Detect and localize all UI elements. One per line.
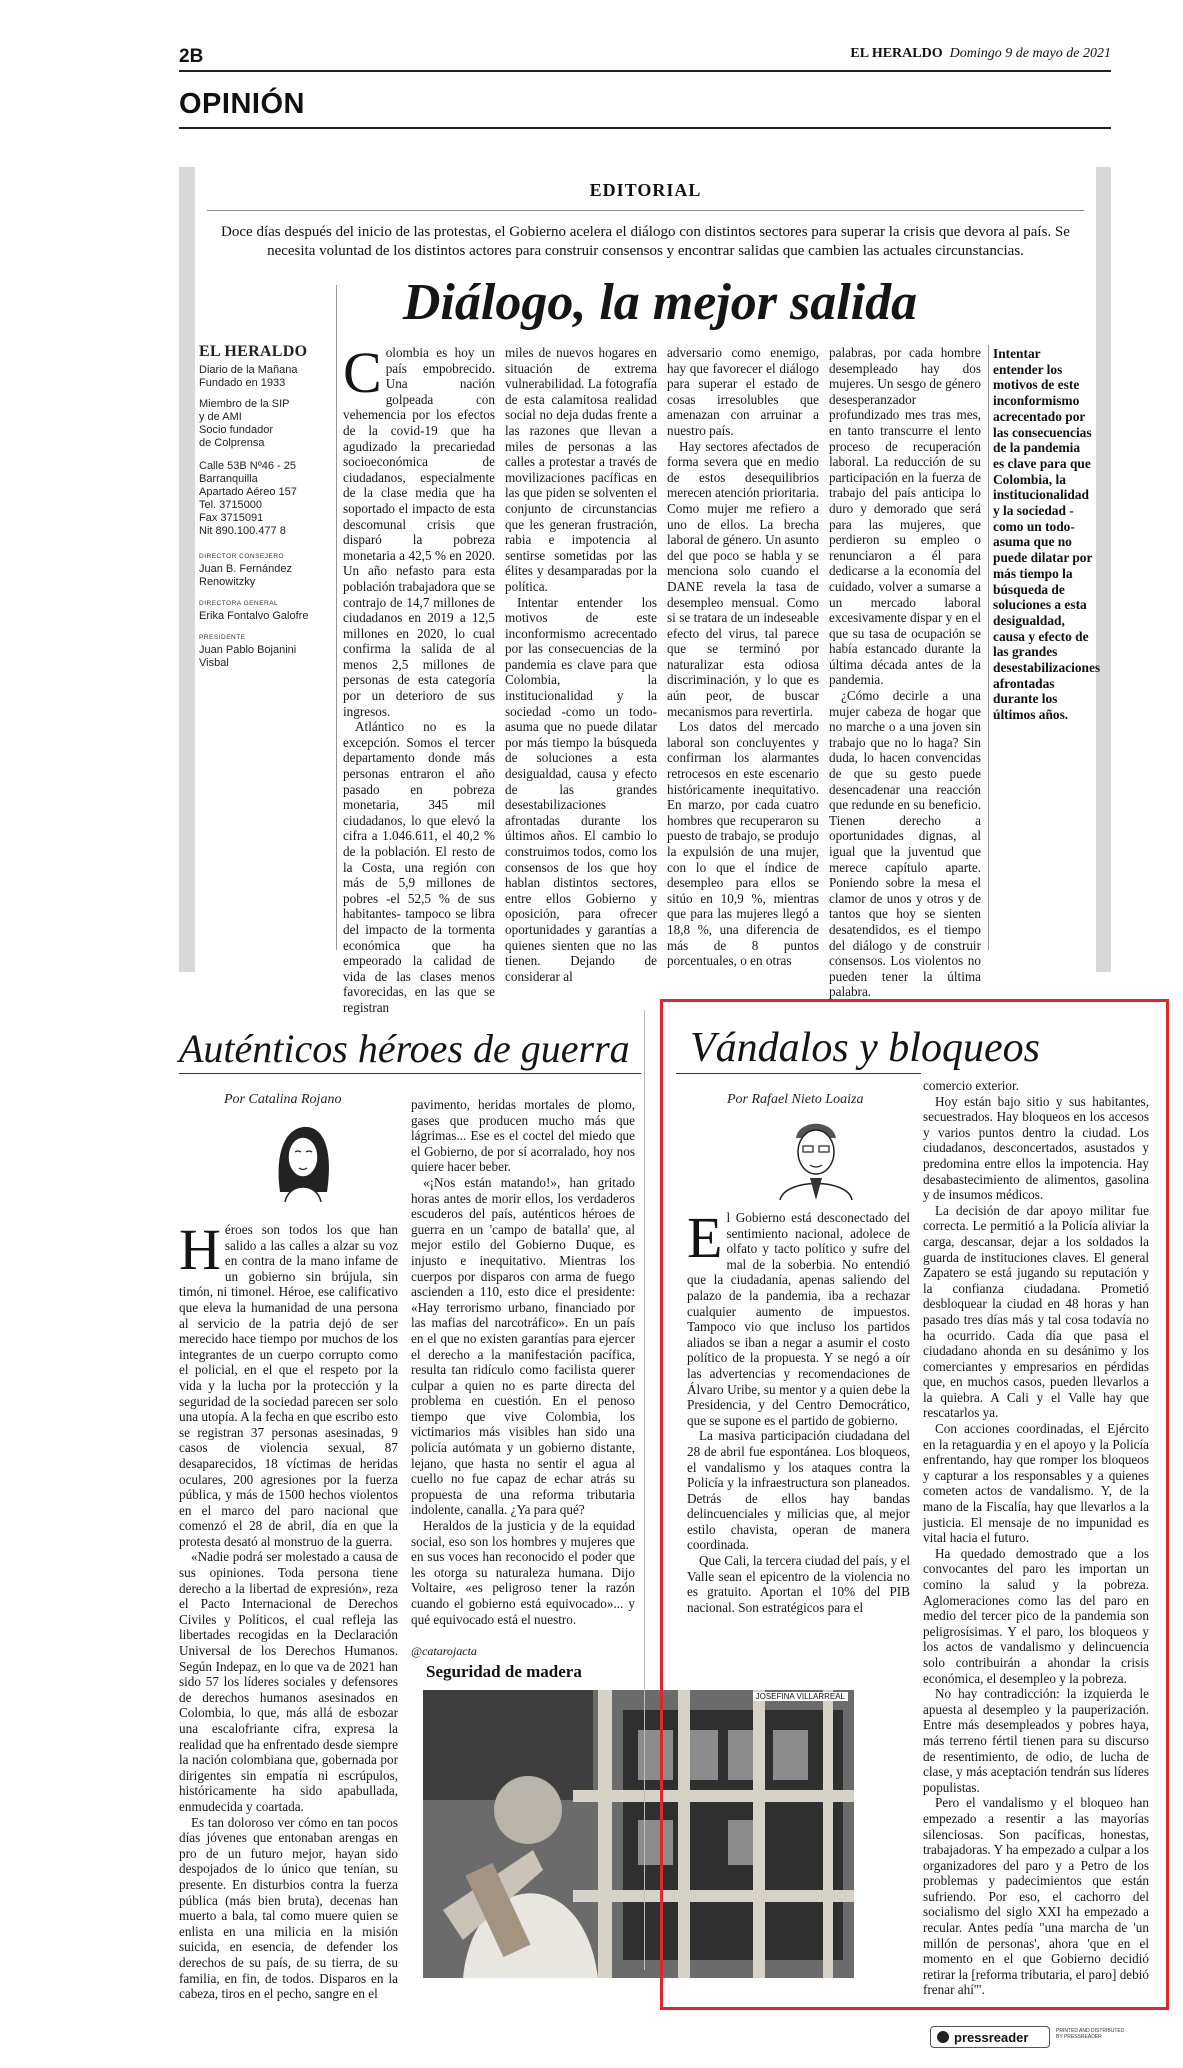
section-rule (179, 127, 1111, 129)
issue-date: Domingo 9 de mayo de 2021 (949, 46, 1111, 61)
paragraph: «Nadie podrá ser molestado a causa de sus opiniones. Toda persona tiene derecho a la libertad de expresión», reza el Pacto Internacional de Derechos Civiles y Políticos, el cual refleja las libertades recogidas en la Declaración Universal de los Derechos Humanos. Según Indepaz, en lo que va de 2021 han sido 57 los líderes sociales y defensores de derechos humanos asesinados en Colombia, lo que, más allá de esbozar una escalofriante cifra, expresa la realidad que ha enfrentado desde siempre la nación colombiana que, gobernada por dirigentes sin empatía ni escrúpulos, históricamente ha sido apabullada, enmudecida y coartada. (179, 1549, 398, 1814)
editorial-column-1 (343, 340, 495, 1015)
staff-tagline-2: Fundado en 1933 (199, 377, 286, 389)
paragraph: Pero el vandalismo y el bloqueo han empezado a resentir a las mayorías silenciosas. Son pacíficas, honestas, trabajadoras. Y ha empezado a culpar a los organizadores del paro y a Petro de los problemas y padecimientos que están sufriendo. Por eso, el cachorro del socialismo del siglo XXI ha empezado a recular. Antes pedía "una marcha de 'un millón de personas', ahora 'que en el momento en el que Gobierno decidió retirar la [reforma tributaria, el paro] debió frenar ahí'". (923, 1795, 1149, 1998)
paragraph: pavimento, heridas mortales de plomo, gases que producen mucho más que lágrimas... Ese es el coctel del miedo que el Gobierno, de por sí acorralado, hoy nos quiere hacer beber. (411, 1097, 635, 1175)
paragraph: ¿Cómo decirle a una mujer cabeza de hogar que no marche o a una joven sin trabajo que no lo haga? Sin duda, lo hacen convencidas de que su gesto puede desencadenar una reacción que redunde en su beneficio. Tienen derecho a oportunidades dignas, al igual que la juventud que merece capítulo aparte. Poniendo sobre la mesa el clamor de unos y otros y de tantos que hoy se sienten desatendidos, es el tiempo del diálogo y de construir consensos. Los violentos no pueden tener la última palabra. (829, 688, 981, 1000)
staff-address-2: Barranquilla (199, 473, 258, 485)
staff-director-label: DIRECTOR CONSEJERO (199, 553, 285, 560)
paper-name: EL HERALDO (850, 46, 943, 61)
photo-credit: JOSEFINA VILLARREAL (753, 1692, 848, 1701)
editorial-pullquote: Intentar entender los motivos de este inconformismo acrecentado por las consecuencias de la pandemia es clave para que Colombia, la institucionalidad y la sociedad -como un todo- asuma que no puede dilatar por más tiempo la búsqueda de soluciones a esta desigualdad, causa y efecto de las grandes desestabilizaciones afrontadas durante los últimos años. (993, 346, 1101, 723)
staff-address-4: Tel. 3715000 (199, 499, 262, 511)
right-headline-rule (676, 1073, 921, 1074)
pressreader-brand: pressreader (954, 2029, 1029, 2045)
editorial-label-rule (207, 210, 1084, 211)
paragraph: Es tan doloroso ver cómo en tan pocos días jóvenes que entonaban arengas en pro de un futuro mejor, hayan sido despojados de lo único que tenían, su presente. En disturbios contra la fuerza pública (más bien bruta), decenas han muerto a bala, tal como muere quien se enlista en una milicia en la misión suicida, en esencia, de defender los derechos de su país, de su tierra, de su familia, en fin, de todos. Disparos en la cabeza, tiros en el pecho, sangre en el (179, 1814, 398, 2002)
right-column-body-1 (687, 1205, 910, 1615)
page-number: 2B (179, 46, 204, 67)
staff-directora-label: DIRECTORA GENERAL (199, 600, 279, 607)
column-divider (644, 1010, 645, 1970)
paragraph: Intentar entender los motivos de este inconformismo acrecentado por las consecuencias de la pandemia es clave para que Colombia, la institucionalidad y la sociedad -como un todo- asuma que no puede dilatar por más tiempo la búsqueda de soluciones a esta desigualdad, causa y efecto de las grandes desestabilizaciones afrontadas durante los últimos años. El cambio lo construimos todos, como los consensos de los que hoy hablan distintos sectores, entre ellos Gobierno y oposición, para ofrecer oportunidades y garantías a quienes sienten que no las tienen. Dejando de considerar al (505, 594, 657, 984)
editorial-column-2 (505, 345, 657, 984)
left-column-body-1 (179, 1217, 398, 2002)
paragraph: La decisión de dar apoyo militar fue correcta. Le permitió a la Policía aliviar la carga, descansar, dejar a los soldados la guarda de instituciones claves. El general Zapatero se está jugando su reputación y la confianza ciudadana. Prometió desbloquear la ciudad en 48 horas y han pasado tres días más y tal cosa todavía no ha ocurrido. Cada día que pasa el ciudadano ahonda en su desánimo y los comerciantes y empresarios en pérdidas que, en muchos casos, pueden llevarlos a la quiebra. A Cali y el Valle hay que rescatarlos ya. (923, 1202, 1149, 1421)
paragraph: El Gobierno está desconectado del sentimiento nacional, adolece de olfato y tacto político y sufre del mal de la soberbia. No entendió que la ciudadanía, apenas saliendo del palazo de la pandemia, iba a rechazar cualquier aumento de impuestos. Tampoco vio que incluso los partidos aliados se iban a negar a asumir el costo político de la propuesta. Y se negó a oír las advertencias y recomendaciones de Álvaro Uribe, su mentor y a quien debe la Presidencia, y del Centro Democrático, que se supone es el partido de gobierno. (687, 1205, 910, 1428)
staff-directora: Erika Fontalvo Galofre (199, 610, 309, 622)
drop-cap: H (179, 1217, 221, 1282)
paragraph: Los datos del mercado laboral son concluyentes y confirman los alarmantes retrocesos en este escenario históricamente inequitativo. En marzo, por cada cuatro hombres que recuperaron su puesto de trabajo, se produjo la expulsión de una mujer, con lo que el índice de desempleo para ellos se sitúo en 10,9 %, mientras que para las mujeres llegó a 18,8 %, una diferencia de más de 8 puntos porcentuales, o en otras (667, 719, 819, 969)
left-author-handle: @catarojacta (411, 1644, 477, 1658)
right-column-headline: Vándalos y bloqueos (690, 1025, 1040, 1071)
staff-masthead: EL HERALDO (199, 343, 308, 360)
staff-address-6: Nit 890.100.477 8 (199, 525, 286, 537)
staff-membership-2: y de AMI (199, 411, 242, 423)
editorial-divider-1 (336, 285, 337, 950)
paragraph: comercio exterior. (923, 1078, 1019, 1093)
editorial-headline: Diálogo, la mejor salida (402, 274, 918, 331)
staff-address-1: Calle 53B Nº46 - 25 (199, 460, 296, 472)
staff-presidente: Juan Pablo Bojanini Visbal (199, 644, 297, 669)
paragraph: Colombia es hoy un país empobrecido. Una nación golpeada con vehemencia por los efectos de la covid-19 que ha agudizado la precariedad socioeconómica de ciudadanos, especialmente de la clase media que ha soportado el impacto de esta descomunal crisis que disparó la pobreza monetaria a 42,5 % en 2020. Un año nefasto para esta población trabajadora que se contrajo de 14,7 millones de ciudadanos en 2019 a 12,5 millones en 2020, lo cual confirma la salida de al menos 2,5 millones de personas de esta categoría por un deterioro de sus ingresos. (343, 340, 495, 719)
left-headline-rule (179, 1073, 641, 1074)
paragraph: Heraldos de la justicia y de la equidad social, eso son los hombres y mujeres que en sus voces han reconocido el poder que les otorga su naturaleza humana. Dijo Voltaire, «es peligroso tener la razón cuando el gobierno está equivocado»... y qué equivocado está el nuestro. (411, 1518, 635, 1627)
editorial-column-4 (829, 345, 981, 1000)
portrait-sketch-icon (255, 1112, 350, 1207)
staff-address-5: Fax 3715091 (199, 512, 264, 524)
left-author-portrait (255, 1112, 350, 1207)
staff-address-3: Apartado Aéreo 157 (199, 486, 297, 498)
right-column-body-2 (923, 1078, 1149, 1998)
portrait-sketch-icon (760, 1110, 870, 1200)
left-byline: Por Catalina Rojano (224, 1092, 342, 1107)
staff-presidente-label: PRESIDENTE (199, 634, 246, 641)
paragraph: Héroes son todos los que han salido a las calles a alzar su voz en contra de la mano infame de un gobierno sin brújula, sin timón, ni timonel. Héroe, ese calificativo que eleva la humanidad de una persona al servicio de la patria dejó de ser merecido hace tiempo por muchos de los integrantes de un cuerpo corrupto como el policial, en el que el respeto por la vida y la lucha por la protección y la seguridad de la sociedad parecen ser solo una utopía. A la fecha en que escribo esto se registran 37 personas asesinadas, 9 casos de violencia sexual, 87 desaparecidos, 18 víctimas de heridas oculares, 200 agresiones por la fuerza pública, y más de 1500 hechos violentos en el marco del paro nacional que comenzó el 28 de abril, día en que la protesta desató al monstruo de la guerra. (179, 1217, 398, 1549)
left-column-headline: Auténticos héroes de guerra (179, 1026, 630, 1071)
drop-cap: E (687, 1205, 723, 1270)
editorial-column-3 (667, 345, 819, 969)
editorial-staff-box (199, 345, 329, 670)
editorial-label: EDITORIAL (589, 180, 702, 200)
staff-director: Juan B. Fernández Renowitzky (199, 563, 292, 588)
right-byline: Por Rafael Nieto Loaiza (727, 1092, 864, 1107)
paragraph: Que Cali, la tercera ciudad del país, y el Valle sean el epicentro de la violencia no es gratuito. Aportan el 10% del PIB nacional. Son estratégicos para el (687, 1553, 910, 1615)
staff-membership-4: de Colprensa (199, 437, 265, 449)
staff-membership-3: Socio fundador (199, 424, 273, 436)
staff-membership-1: Miembro de la SIP (199, 398, 290, 410)
left-column-body-2 (411, 1097, 635, 1642)
editorial-summary: Doce días después del inicio de las protestas, el Gobierno acelera el diálogo con distintos sectores para superar la crisis que devora al país. Se necesita voluntad de los distintos actores para construir consensos y encontrar salidas que cambien las actuales circunstancias. (221, 224, 1070, 259)
paragraph: Ha quedado demostrado que a los convocantes del paro les importan un comino la salud y la pobreza. Aglomeraciones como las del paro en medio del tercer pico de la pandemia son peligrosísimas. Y el paro, los bloqueos y los actos de vandalismo y delincuencia solo contribuirán a ahondar la crisis económica, el desempleo y la pobreza. (923, 1545, 1149, 1686)
paragraph: palabras, por cada hombre desempleado hay dos mujeres. Un sesgo de género desesperanzador profundizado mes tras mes, en tanto transcurre el lento proceso de recuperación laboral. La reducción de su participación en la fuerza de trabajo del país anticipa lo duro y demorado que será para las mujeres, que perdieron su empleo o renunciaron a él para dedicarse a la economía del cuidado, volver a sumarse a un mercado laboral excesivamente dispar y en el que su tasa de ocupación se había estancado durante la última década antes de la pandemia. (829, 345, 981, 688)
paragraph: No hay contradicción: la izquierda le apuesta al desempleo y la pauperización. Entre más desempleados y pobres haya, más terreno fértil tienen para su discurso de resentimiento, de odio, de lucha de clase, y más aceptación tendrán sus líderes populistas. (923, 1686, 1149, 1795)
paragraph: adversario como enemigo, hay que favorecer el diálogo para superar el estado de cosas irresolubles que amenazan con arruinar a nuestro país. (667, 345, 819, 438)
editorial-divider-2 (988, 345, 989, 950)
paragraph: La masiva participación ciudadana del 28 de abril fue espontánea. Los bloqueos, el vandalismo y los ataques contra la Policía y la infraestructura son planeados. Detrás de ellos hay bandas delincuenciales y milicias que, al mejor estilo chavista, operan de manera coordinada. (687, 1428, 910, 1553)
right-author-portrait (760, 1110, 870, 1200)
staff-tagline-1: Diario de la Mañana (199, 364, 298, 376)
paragraph: Hay sectores afectados de forma severa que en medio de estos desequilibrios merecen atención prioritaria. Como mujer me refiero a uno de ellos. La brecha laboral de género. Un asunto del que poco se habla y se menciona solo cuando el DANE revela la tasa de desempleo mensual. Como si se tratara de un indeseable efecto del virus, tal parece que se terminó por naturalizar esta odiosa discriminación, y lo que es aún peor, de buscar mecanismos para revertirla. (667, 438, 819, 719)
masthead-date-line (850, 46, 1111, 62)
paragraph: Hoy están bajo sitio y sus habitantes, secuestrados. Hay bloqueos en los accesos y varios puntos dentro la ciudad. Los ciudadanos, desconcertados, asustados y predomina entre ellos la impotencia. Hay desabastecimiento de alimentos, gasolina y de insumos médicos. (923, 1093, 1149, 1203)
paragraph: Atlántico no es la excepción. Somos el tercer departamento donde más personas entraron el año pasado en pobreza monetaria, 345 mil ciudadanos, lo que elevó la cifra a 1.046.611, el 40,2 % de la población. El resto de la Costa, una región con más de 5,9 millones de pobres -el 52,5 % de sus habitantes- tampoco se libra del impacto de la tormenta económica que ha empeorado la calidad de vida de las clases menos favorecidas, en las que se registran (343, 719, 495, 1015)
paragraph: miles de nuevos hogares en situación de extrema vulnerabilidad. La fotografía de esta calamitosa realidad social no deja dudas frente a las razones que llevan a miles de personas a las calles a protestar a través de movilizaciones pacíficas en las que piden se solventen el conjunto de circunstancias que les generan frustración, rabia e impotencia al sentirse sometidas por las élites y desamparadas por la política. (505, 345, 657, 594)
photo-title: Seguridad de madera (426, 1662, 582, 1681)
pressreader-notice: PRINTED AND DISTRIBUTED BY PRESSREADER (1056, 2028, 1125, 2040)
paragraph: «¡Nos están matando!», han gritado horas antes de morir ellos, los verdaderos escuderos del país, auténticos héroes de guerra en un 'campo de batalla' que, al mejor estilo del Gobierno Duque, es injusto e inequitativo. Mientras los cuerpos por disparos con arma de fuego ascienden a 110, esto dice el presidente: «Hay terrorismo urbano, financiado por las mafias del narcotráfico». En un país en el que no existen garantías para ejercer el derecho a la manifestación pacífica, resulta tan ridículo como facilista querer culpar a quien no es parte directa del problema en cuestión. En el penoso tiempo que vive Colombia, los victimarios más visibles han sido una policía autómata y un gobierno distante, lejano, que hasta no sentir el agua al cuello no fue capaz de echar atrás su propuesta de una reforma tributaria indolente, canalla. ¿Ya para qué? (411, 1174, 635, 1518)
drop-cap: C (343, 340, 382, 405)
header-rule (179, 70, 1111, 72)
pressreader-logo-icon (937, 2031, 949, 2043)
section-title: OPINIÓN (179, 88, 305, 120)
pressreader-badge (930, 2026, 1050, 2048)
paragraph: Con acciones coordinadas, el Ejército en la retaguardia y en el apoyo y la Policía enfrentando, hay que romper los bloqueos y capturar a los responsables y a quienes cometen actos de vandalismo. Y, de la mano de la Fiscalía, hay que llevarlos a la justicia. El mensaje de no impunidad es vital hacia el futuro. (923, 1421, 1149, 1546)
